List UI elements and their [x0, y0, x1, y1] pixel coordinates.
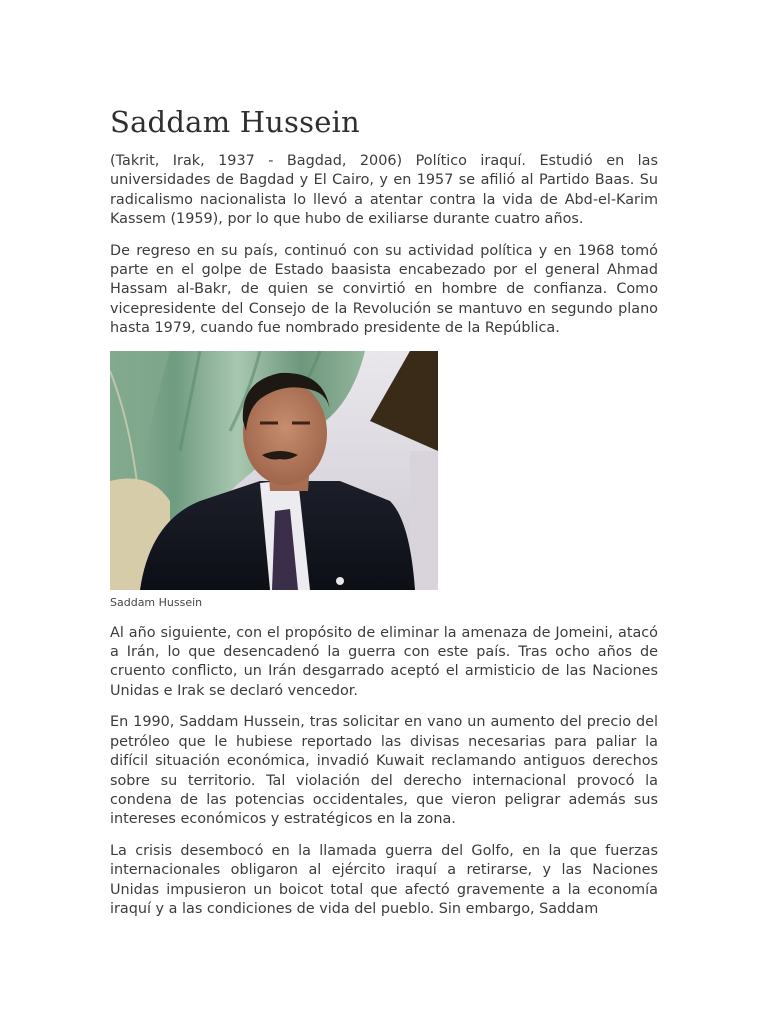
- paragraph-iran-war: Al año siguiente, con el propósito de eliminar la amenaza de Jomeini, atacó a Irán, lo que desencadenó la guerra con este país. Tras ocho años de cruento conflicto, un Irán desgarrado aceptó el armisticio de las Naciones Unidas e Irak se declaró vencedor.: [110, 624, 658, 699]
- article-title: Saddam Hussein: [110, 105, 360, 139]
- paragraph-political-career: De regreso en su país, continuó con su actividad política y en 1968 tomó parte en el golpe de Estado baasista encabezado por el general Ahmad Hassam al-Bakr, de quien se convirtió en hombre de confianza. Como vicepresidente del Consejo de la Revolución se mantuvo en segundo plano hasta 1979, cuando fue nombrado presidente de la República.: [110, 242, 658, 337]
- document-page: [110, 104, 658, 931]
- paragraph-biography-intro: (Takrit, Irak, 1937 - Bagdad, 2006) Político iraquí. Estudió en las universidades de Bagdad y El Cairo, y en 1957 se afilió al Partido Baas. Su radicalismo nacionalista lo llevó a atentar contra la vida de Abd-el-Karim Kassem (1959), por lo que hubo de exiliarse durante cuatro años.: [110, 153, 658, 228]
- paragraph-gulf-war: La crisis desembocó en la llamada guerra del Golfo, en la que fuerzas internacionales obligaron al ejército iraquí a retirarse, y las Naciones Unidas impusieron un boicot total que afectó gravemente a la economía iraquí y a las condiciones de vida del pueblo. Sin embargo, Saddam: [110, 842, 658, 917]
- paragraph-kuwait-invasion: En 1990, Saddam Hussein, tras solicitar en vano un aumento del precio del petróleo que le hubiese reportado las divisas necesarias para paliar la difícil situación económica, invadió Kuwait reclamando antiguos derechos sobre su territorio. Tal violación del derecho internacional provocó la condena de las potencias occidentales, que vieron peligrar además sus intereses económicos y estratégicos en la zona.: [110, 714, 658, 828]
- portrait-photo: [110, 351, 438, 590]
- photo-caption: Saddam Hussein: [110, 595, 203, 609]
- portrait-figure: [110, 351, 658, 610]
